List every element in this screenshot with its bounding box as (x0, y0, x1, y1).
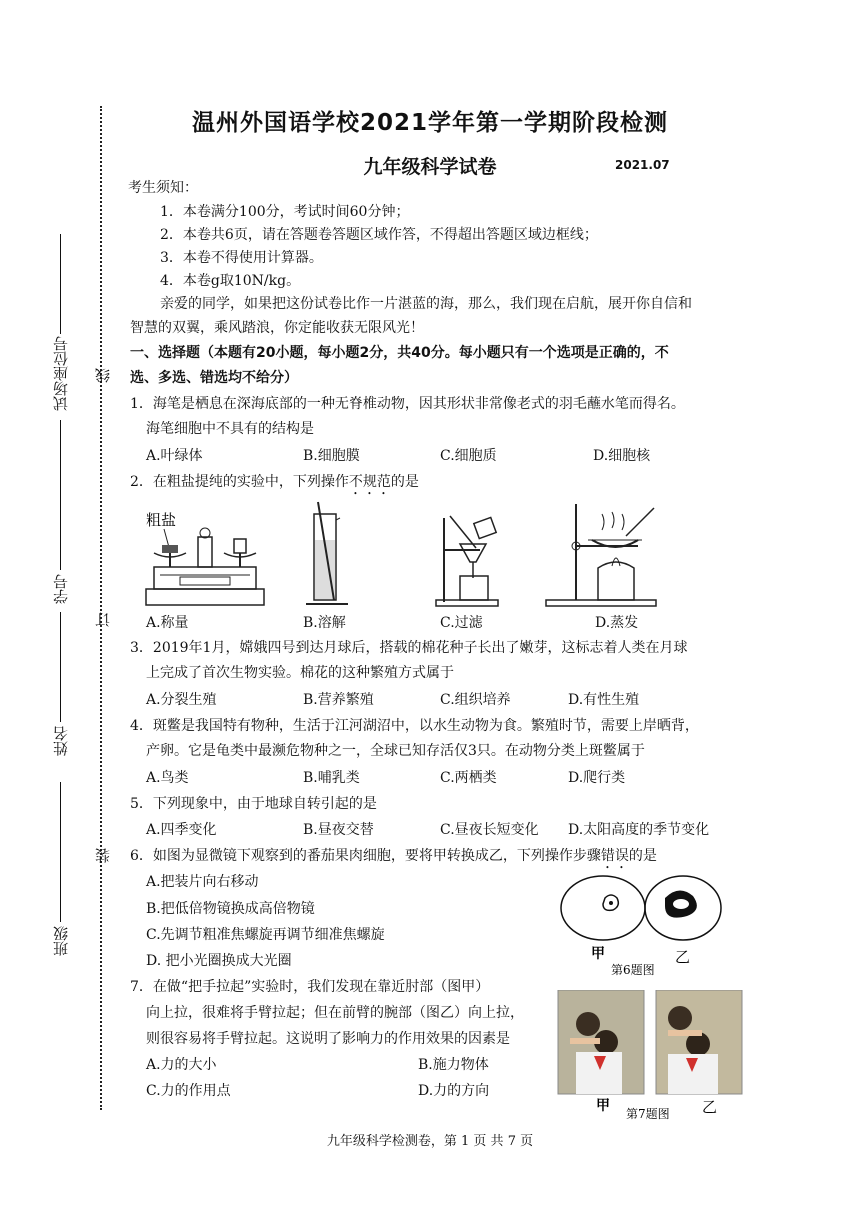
q5-line1: 5．下列现象中，由于地球自转引起的是 (130, 796, 377, 812)
exam-date: 2021.07 (615, 158, 670, 172)
binding-label-ding: 订 (94, 612, 112, 627)
q6-option-b: B.把低倍物镜换成高倍物镜 (146, 901, 315, 917)
q2-option-c: C.过滤 (440, 615, 483, 631)
q6-fig-label-a: 甲 (591, 946, 605, 962)
student-no-underline (60, 420, 61, 570)
notice-intro-2: 智慧的双翼，乘风踏浪，你定能收获无限风光！ (130, 320, 424, 336)
q5-option-d: D.太阳高度的季节变化 (568, 822, 710, 838)
q7-fig-label-b: 乙 (702, 1098, 718, 1116)
q2-option-b: B.溶解 (303, 615, 346, 631)
q7-line3: 则很容易将手臂拉起。这说明了影响力的作用效果的因素是 (146, 1031, 510, 1047)
notice-intro-1: 亲爱的同学，如果把这份试卷比作一片湛蓝的海，那么，我们现在启航，展开你自信和 (160, 296, 692, 312)
section1-heading-2: 选、多选、错选均不给分） (130, 370, 298, 386)
q7-fig-label-a: 甲 (596, 1098, 610, 1114)
q5-option-b: B.昼夜交替 (303, 822, 374, 838)
q7-option-d: D.力的方向 (418, 1083, 490, 1099)
q4-line2: 产卵。它是龟类中最濒危物种之一，全球已知存活仅3只。在动物分类上斑鳖属于 (146, 743, 645, 759)
q3-line2: 上完成了首次生物实验。棉花的这种繁殖方式属于 (146, 665, 454, 681)
notice-item-2: 2．本卷共6页，请在答题卷答题区域作答，不得超出答题区域边框线； (160, 227, 598, 243)
q2-option-d: D.蒸发 (595, 615, 639, 631)
page-footer: 九年级科学检测卷，第 1 页 共 7 页 (326, 1134, 534, 1149)
q3-option-c: C.组织培养 (440, 692, 511, 708)
q4-option-a: A.鸟类 (146, 770, 189, 786)
q1-option-c: C.细胞质 (440, 448, 497, 464)
salt-label: 粗盐 (146, 511, 177, 529)
binding-label-line: 线 (94, 368, 112, 383)
q3-option-a: A.分裂生殖 (146, 692, 217, 708)
q5-option-a: A.四季变化 (146, 822, 217, 838)
q1-line1: 1．海笔是栖息在深海底部的一种无脊椎动物，因其形状非常像老式的羽毛蘸水笔而得名。 (130, 396, 685, 412)
q1-option-d: D.细胞核 (593, 448, 651, 464)
evaporate-figure (542, 500, 662, 608)
filter-figure (430, 512, 510, 608)
notice-item-1: 1．本卷满分100分，考试时间60分钟； (160, 204, 410, 220)
q4-option-c: C.两栖类 (440, 770, 497, 786)
q2-stem: 2．在粗盐提纯的实验中，下列操作不规范的是 (130, 474, 419, 490)
seat-label: 试场座位号 (52, 336, 70, 411)
notice-item-4: 4．本卷g取10N/kg。 (160, 273, 301, 289)
section1-heading-1: 一、选择题（本题有20小题，每小题2分，共40分。每小题只有一个选项是正确的，不 (130, 345, 669, 361)
q6-option-a: A.把装片向右移动 (146, 874, 259, 890)
exam-title: 温州外国语学校2021学年第一学期阶段检测 (191, 110, 668, 136)
exam-subtitle: 九年级科学试卷 (363, 156, 497, 178)
q6-emphasis: 错误 (600, 848, 629, 864)
q7-option-b: B.施力物体 (418, 1057, 489, 1073)
notice-item-3: 3．本卷不得使用计算器。 (160, 250, 323, 266)
q6-option-c: C.先调节粗准焦螺旋再调节细准焦螺旋 (146, 927, 385, 943)
q3-line1: 3．2019年1月，嫦娥四号到达月球后，搭载的棉花种子长出了嫩芽，这标志着人类在月球 (130, 640, 688, 656)
q3-option-d: D.有性生殖 (568, 692, 640, 708)
binding-label-zhuang: 装 (94, 848, 112, 863)
student-no-label: 学号 (52, 574, 70, 604)
binding-dotted-line (100, 106, 102, 1110)
q7-option-a: A.力的大小 (146, 1057, 217, 1073)
notice-heading: 考生须知： (128, 180, 198, 196)
q7-option-c: C.力的作用点 (146, 1083, 231, 1099)
q1-line2: 海笔细胞中不具有的结构是 (146, 421, 314, 437)
q6-fig-label-b: 乙 (675, 948, 691, 966)
name-underline (60, 612, 61, 722)
name-label: 姓名 (52, 726, 70, 756)
balance-figure (140, 505, 270, 609)
q2-emphasis: 不规范 (348, 474, 391, 490)
q4-option-b: B.哺乳类 (303, 770, 360, 786)
q5-option-c: C.昼夜长短变化 (440, 822, 539, 838)
arm-pull-figure (556, 990, 746, 1120)
q6-stem: 6．如图为显微镜下观察到的番茄果肉细胞，要将甲转换成乙，下列操作步骤错误的是 (130, 848, 657, 864)
q6-fig-caption: 第6题图 (611, 963, 655, 976)
q6-option-d: D. 把小光圈换成大光圈 (146, 953, 292, 969)
q7-line1: 7．在做“把手拉起”实验时，我们发现在靠近肘部（图甲） (130, 979, 490, 995)
q4-line1: 4．斑鳖是我国特有物种，生活于江河湖沼中，以水生动物为食。繁殖时节，需要上岸晒背， (130, 718, 699, 734)
q1-option-b: B.细胞膜 (303, 448, 360, 464)
q7-fig-caption: 第7题图 (626, 1107, 670, 1120)
q4-option-d: D.爬行类 (568, 770, 626, 786)
class-underline (60, 782, 61, 922)
q7-line2: 向上拉，很难将手臂拉起；但在前臂的腕部（图乙）向上拉， (146, 1005, 524, 1021)
q3-option-b: B.营养繁殖 (303, 692, 374, 708)
microscope-figure (555, 872, 735, 976)
class-label: 班级 (52, 926, 70, 956)
q1-option-a: A.叶绿体 (146, 448, 203, 464)
seat-underline (60, 234, 61, 334)
q2-option-a: A.称量 (146, 615, 189, 631)
cylinder-figure (300, 500, 360, 610)
